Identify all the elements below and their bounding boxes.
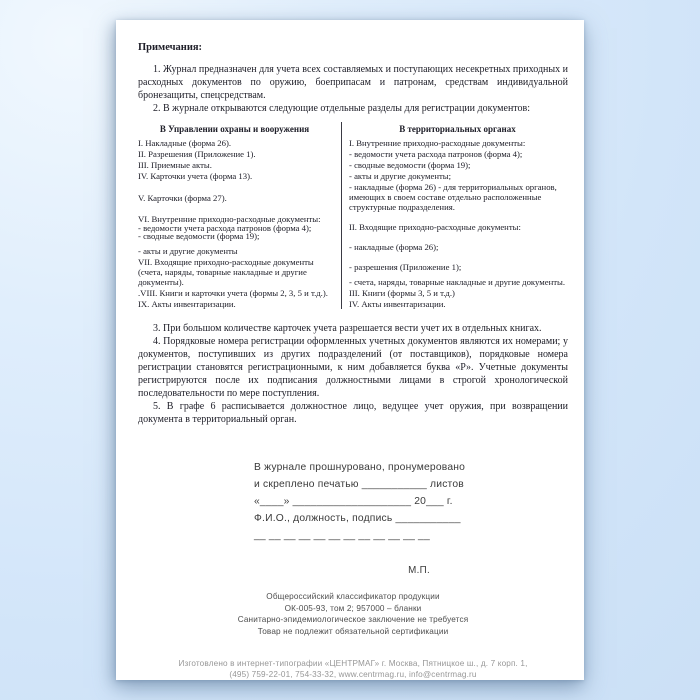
table-cell-line: - накладные (форма 26) - для территориальных органов, имеющих в своем составе отдельно расположенные структурные подразделения. — [349, 182, 557, 212]
table-cell-line: - ведомости учета расхода патронов (форма 4); — [349, 149, 523, 159]
stamp-line-4: Ф.И.О., должность, подпись ___________ — [254, 513, 461, 524]
stamp-signature-line: __ __ __ __ __ __ __ __ __ __ __ __ — [254, 530, 430, 541]
classification-block — [138, 591, 568, 637]
stamp-line-1: В журнале прошнуровано, пронумеровано — [254, 462, 466, 473]
table-cell-line: III. Книги (формы 3, 5 и т.д.) — [349, 288, 455, 298]
notes-title: Примечания: — [138, 42, 203, 53]
table-cell-line: - накладные (форма 26); — [349, 242, 439, 252]
table-cell-line: - счета, наряды, товарные накладные и другие документы. — [349, 277, 566, 287]
table-cell-line: VII. Входящие приходно-расходные документы (счета, наряды, товарные накладные и другие документы). — [138, 256, 314, 287]
table-cell-line: III. Приемные акты. — [138, 160, 212, 170]
printer-footer-line-2: (495) 759-22-01, 754-33-32, www.centrmag.ru, info@centrmag.ru — [229, 670, 477, 679]
stamp-line-3: «____» ____________________ 20___ г. — [254, 496, 453, 507]
table-cell-line: - ведомости учета расхода патронов (форма 4); — [138, 222, 312, 233]
paragraph-4: 4. Порядковые номера регистрации оформленных учетных документов являются их номерами; у документов, поступивших из других подразделений (от поставщиков), порядковые номера регистрации становятся регистрационными, к ним добавляется буква «Р». Учетные документы регистрируются после их подписания должностными лицами в строгой хронологической последовательности по мере поступления. — [138, 336, 568, 399]
classification-line-4: Товар не подлежит обязательной сертификации — [257, 626, 449, 636]
paragraph-5: 5. В графе 6 расписывается должностное лицо, ведущее учет оружия, при возвращении документа в территориальный орган. — [138, 401, 568, 425]
paragraph-3: 3. При большом количестве карточек учета разрешается вести учет их в отдельных книгах. — [153, 323, 542, 334]
table-cell-line: I. Внутренние приходно-расходные документы: — [349, 138, 526, 148]
table-cell-line: I. Накладные (форма 26). — [138, 138, 232, 148]
stamp-line-2: и скреплено печатью ___________ листов — [254, 479, 464, 490]
column-header-directorate: В Управлении охраны и вооружения — [159, 124, 310, 134]
table-cell-line: - разрешения (Приложение 1); — [349, 262, 462, 272]
table-column-directorate — [138, 122, 341, 309]
table-cell-line: .VIII. Книги и карточки учета (формы 2, 3, 5 и т.д.). — [138, 287, 328, 298]
classification-line-3: Санитарно-эпидемиологическое заключение не требуется — [237, 615, 469, 624]
document-page — [116, 20, 584, 680]
table-cell-line: - сводные ведомости (форма 19); — [138, 231, 260, 242]
classification-line-1: Общероссийский классификатор продукции — [266, 592, 440, 601]
paragraph-2: 2. В журнале открываются следующие отдельные разделы для регистрации документов: — [153, 103, 531, 114]
table-cell-line: IV. Карточки учета (форма 13). — [138, 171, 253, 181]
table-cell-line: IX. Акты инвентаризации. — [138, 298, 236, 309]
table-cell-line: - сводные ведомости (форма 19); — [349, 160, 471, 170]
column-header-territorial: В территориальных органах — [399, 124, 516, 134]
column-items-territorial — [349, 138, 566, 309]
table-cell-line: - акты и другие документы — [138, 245, 238, 256]
paragraph-1: 1. Журнал предназначен для учета всех составляемых и поступающих несекретных приходных и расходных документов по оружию, боеприпасам и патронам, средствам индивидуальной бронезащиты, спецсредствам. — [138, 64, 568, 101]
printer-footer — [138, 658, 568, 680]
table-cell-line: VI. Внутренние приходно-расходные документы: — [138, 214, 321, 224]
table-cell-line: II. Разрешения (Приложение 1). — [138, 149, 256, 159]
column-items-directorate — [138, 138, 331, 309]
table-cell-line: V. Карточки (форма 27). — [138, 193, 227, 203]
table-column-territorial — [341, 122, 568, 309]
table-cell-line: IV. Акты инвентаризации. — [349, 299, 446, 309]
printer-footer-line-1: Изготовлено в интернет-типографии «ЦЕНТРМАГ» г. Москва, Пятницкое ш., д. 7 корп. 1, — [178, 659, 528, 668]
seal-placeholder: М.П. — [408, 565, 430, 576]
table-cell-line: II. Входящие приходно-расходные документы: — [349, 222, 521, 232]
table-cell-line: - акты и другие документы; — [349, 171, 452, 181]
binding-statement-block — [254, 459, 466, 544]
classification-line-2: ОК-005-93, том 2; 957000 – бланки — [284, 603, 422, 613]
registration-sections-table — [138, 122, 568, 309]
